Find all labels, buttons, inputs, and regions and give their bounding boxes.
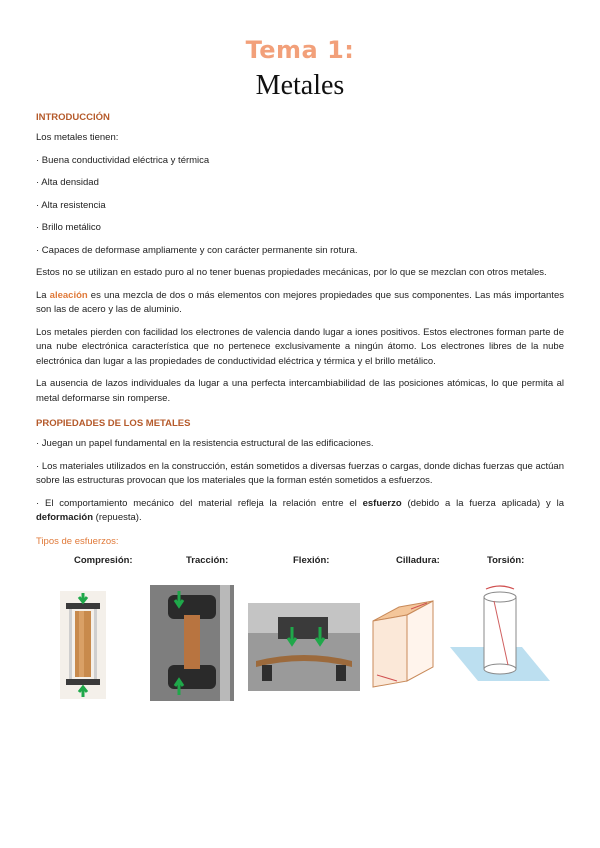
compression-photo [60, 591, 106, 699]
traction-photo [150, 585, 234, 701]
deformation-term: deformación [36, 512, 94, 523]
intro-heading: INTRODUCCIÓN [36, 112, 110, 123]
text-run: (repuesta). [93, 512, 142, 523]
intro-paragraph: Los metales pierden con facilidad los electrones de valencia dando lugar a iones positivos. Estos electrones forman parte de una nube electrónica característica que no pertenece exclusivamente a ningún átomo. Los electrones libres de la nube electrónica dan lugar a las propiedades de conductividad eléctrica y térmica y el brillo metálico. [36, 326, 564, 367]
flexion-photo [248, 603, 360, 691]
intro-item: · Brillo metálico [36, 222, 101, 233]
text-run: es una mezcla de dos o más elementos con mejores propiedades que sus componentes. Las más importantes son las de acero y las de aluminio. [36, 289, 564, 315]
torsion-diagram [450, 585, 550, 697]
intro-item: · Alta densidad [36, 177, 99, 188]
stress-term: esfuerzo [362, 497, 402, 509]
property-item [36, 497, 564, 526]
property-item: · Los materiales utilizados en la construcción, están sometidos a diversas fuerzas o cargas, donde dichas fuerzas que actúan sobre las estructuras provocan que los materiales que la forman estén sometidos a esfuerzos. [36, 460, 564, 486]
stress-images [36, 585, 564, 705]
label-torsion: Torsión: [487, 554, 525, 566]
topic-number: Tema 1: [245, 36, 355, 64]
text-run: · El comportamiento mecánico del material refleja la relación entre el [36, 497, 363, 509]
page-title: Metales [255, 70, 345, 101]
intro-item: · Buena conductividad eléctrica y térmica [36, 154, 210, 166]
properties-heading: PROPIEDADES DE LOS METALES [36, 418, 191, 429]
intro-paragraph: La ausencia de lazos individuales da lugar a una perfecta intercambiabilidad de las posiciones atómicas, lo que permita al metal deformarse sin romperse. [36, 378, 564, 404]
stress-types-heading: Tipos de esfuerzos: [36, 535, 119, 547]
text-run: (debido a la fuerza aplicada) y la [401, 497, 564, 509]
label-shear: Cilladura: [396, 554, 440, 566]
label-flexion: Flexión: [293, 554, 330, 566]
document-page [36, 34, 564, 705]
intro-item: · Capaces de deformase ampliamente y con carácter permanente sin rotura. [36, 244, 358, 256]
stress-labels [36, 555, 564, 569]
alloy-paragraph [36, 289, 564, 318]
label-traction: Tracción: [186, 554, 229, 566]
property-item: · Juegan un papel fundamental en la resistencia estructural de las edificaciones. [36, 438, 374, 449]
label-compression: Compresión: [74, 554, 133, 566]
text-run: La [36, 289, 50, 301]
shear-diagram [367, 595, 441, 695]
alloy-term: aleación [49, 289, 88, 301]
intro-lead: Los metales tienen: [36, 132, 119, 143]
intro-item: · Alta resistencia [36, 199, 106, 211]
intro-paragraph: Estos no se utilizan en estado puro al no tener buenas propiedades mecánicas, por lo que se mezclan con otros metales. [36, 267, 547, 278]
